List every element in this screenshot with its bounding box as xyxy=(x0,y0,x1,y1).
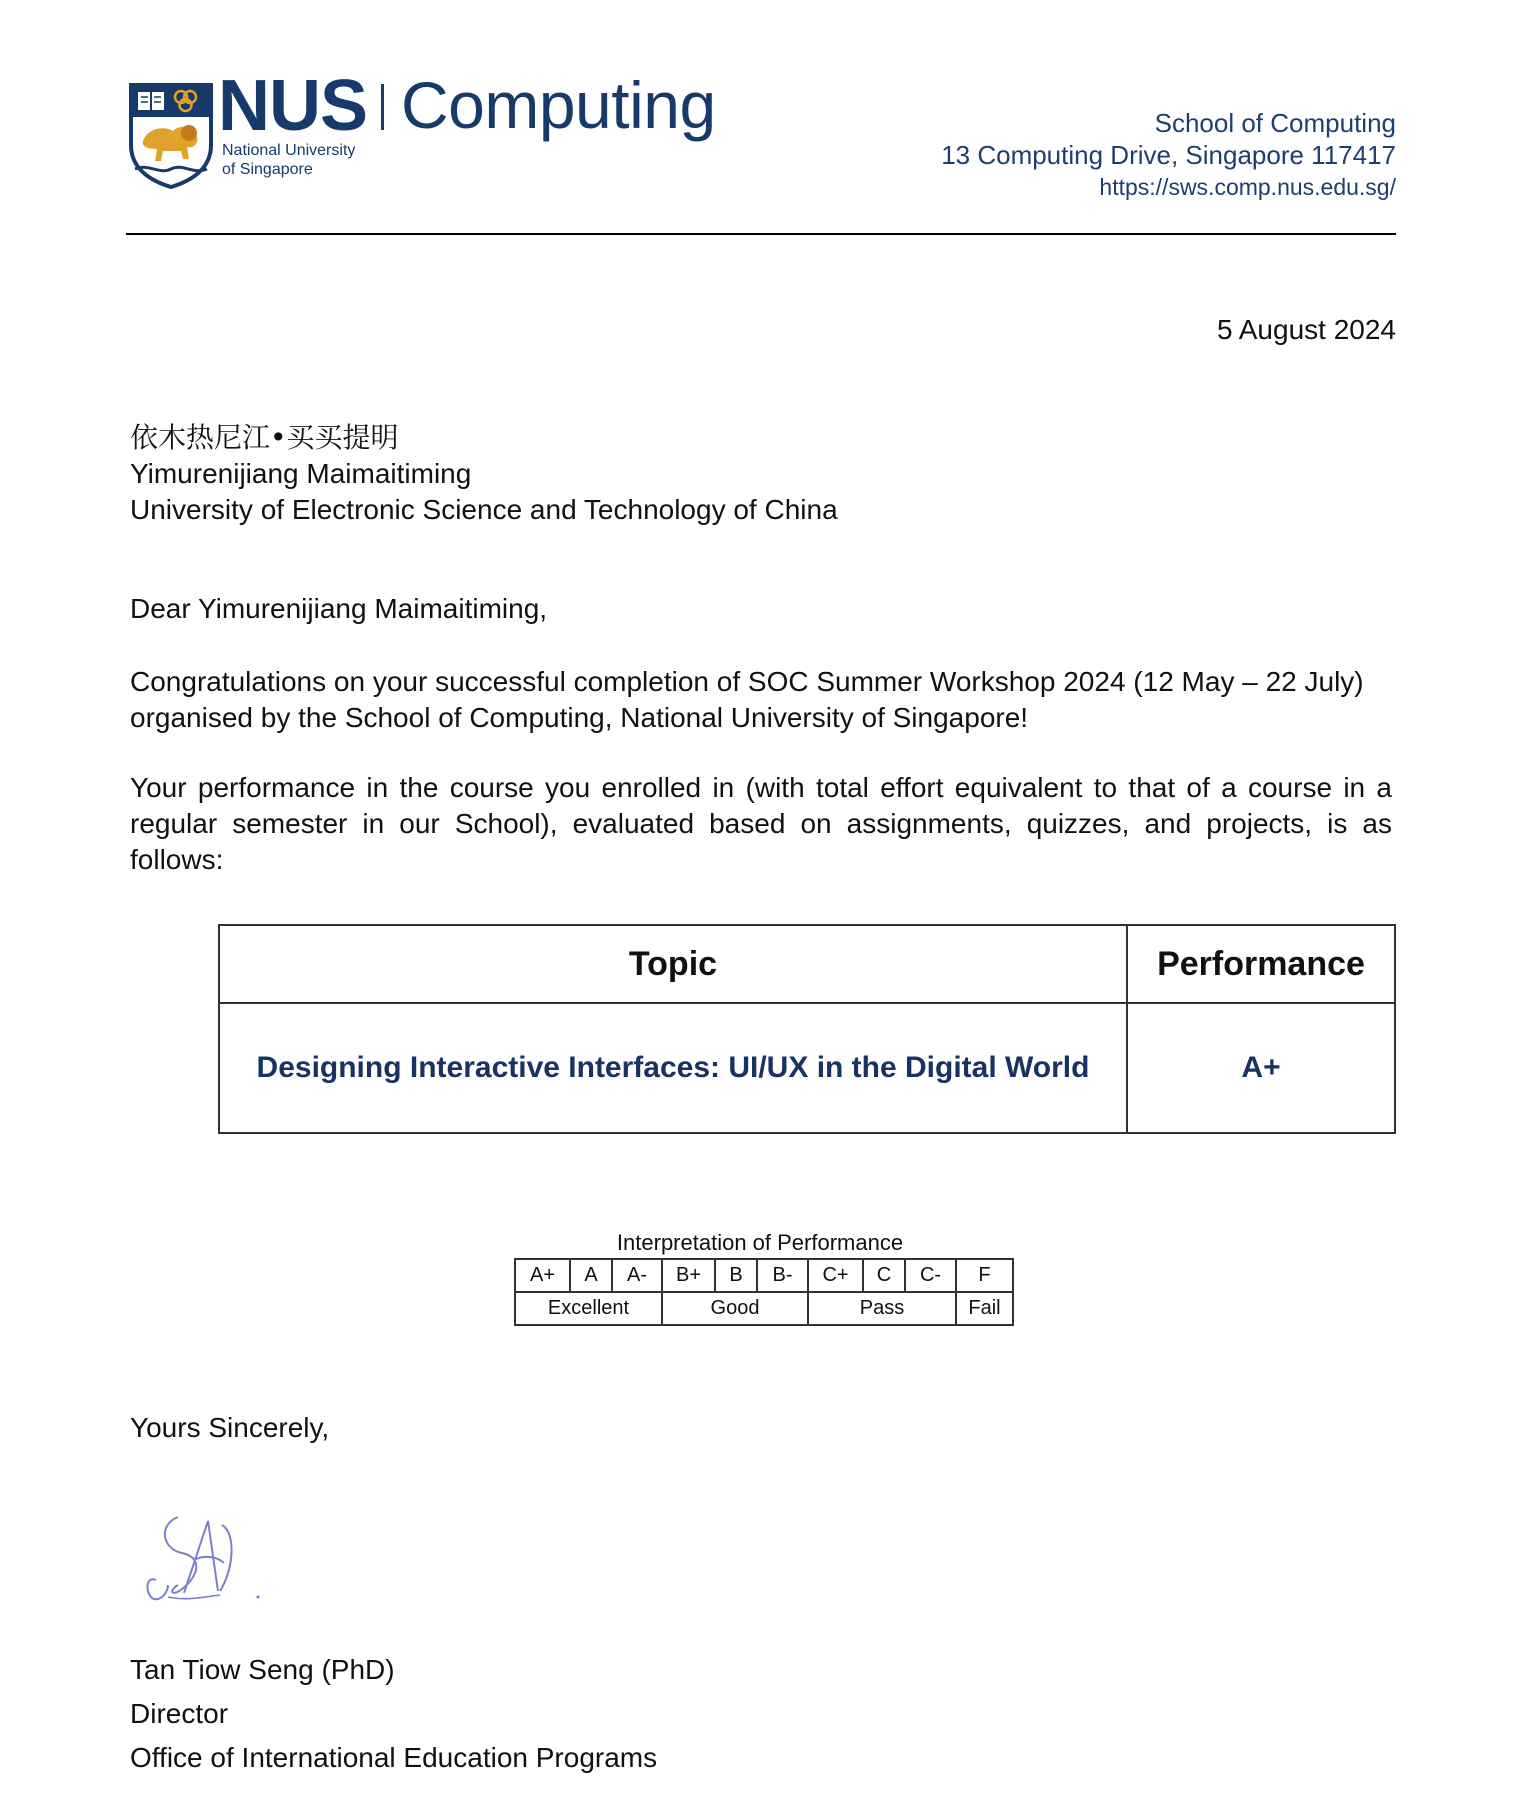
nus-logo-subtitle-line1: National University xyxy=(222,142,356,159)
address-street: 13 Computing Drive, Singapore 117417 xyxy=(941,140,1396,170)
grade-cell: B- xyxy=(757,1259,808,1292)
grade-cell: B xyxy=(715,1259,757,1292)
closing: Yours Sincerely, xyxy=(130,1412,330,1443)
grade-scale-row xyxy=(515,1259,1013,1292)
logo-divider xyxy=(381,84,384,130)
interpretation-table xyxy=(514,1258,1014,1326)
nus-logo-wordmark: NUS xyxy=(218,66,368,146)
grade-cell: B+ xyxy=(662,1259,715,1292)
performance-paragraph xyxy=(130,770,1392,878)
band-good: Good xyxy=(662,1292,808,1325)
grade-cell: C xyxy=(863,1259,905,1292)
grade-cell: A- xyxy=(612,1259,662,1292)
salutation: Dear Yimurenijiang Maimaitiming, xyxy=(130,593,548,624)
paragraph1-line2: organised by the School of Computing, National University of Singapore! xyxy=(130,702,1029,733)
recipient-name: Yimurenijiang Maimaitiming xyxy=(130,458,472,489)
paragraph1-line1: Congratulations on your successful completion of SOC Summer Workshop 2024 (12 May – 22 July) xyxy=(130,666,1364,697)
recipient-institution: University of Electronic Science and Technology of China xyxy=(130,494,838,525)
band-excellent: Excellent xyxy=(515,1292,662,1325)
signatory-name: Tan Tiow Seng (PhD) xyxy=(130,1654,395,1685)
handwritten-signature xyxy=(138,1505,268,1615)
grade-cell: A+ xyxy=(515,1259,570,1292)
nus-crest-logo xyxy=(129,83,213,189)
paragraph2-line1: Your performance in the course you enrolled in (with total effort equivalent to that of a course in a xyxy=(130,772,1392,803)
paragraph2-line2: regular semester in our School), evaluated based on assignments, quizzes, and projects, is as follows: xyxy=(130,808,1392,875)
address-url: https://sws.comp.nus.edu.sg/ xyxy=(1099,174,1396,200)
grade-cell: A xyxy=(570,1259,612,1292)
computing-wordmark: Computing xyxy=(401,68,716,142)
band-fail: Fail xyxy=(956,1292,1013,1325)
recipient-name-chinese: 依木热尼江•买买提明 xyxy=(130,421,399,454)
course-grade: A+ xyxy=(1127,1003,1395,1133)
letter-date: 5 August 2024 xyxy=(1216,314,1396,345)
signatory-office: Office of International Education Programs xyxy=(130,1742,658,1773)
interpretation-title: Interpretation of Performance xyxy=(616,1230,904,1255)
topic-header: Topic xyxy=(219,925,1127,1003)
grade-cell: C+ xyxy=(808,1259,863,1292)
school-address xyxy=(941,107,1396,203)
signatory-block xyxy=(130,1648,657,1780)
course-topic: Designing Interactive Interfaces: UI/UX in the Digital World xyxy=(219,1003,1127,1133)
signatory-title: Director xyxy=(130,1698,229,1729)
grade-cell: F xyxy=(956,1259,1013,1292)
address-school-name: School of Computing xyxy=(1154,108,1396,138)
performance-table xyxy=(218,924,1396,1134)
header-rule xyxy=(126,233,1396,235)
congratulations-paragraph xyxy=(130,664,1420,736)
nus-logo-subtitle-line2: of Singapore xyxy=(222,161,313,178)
table-row xyxy=(219,1003,1395,1133)
recipient-block xyxy=(130,420,838,528)
performance-table-header xyxy=(219,925,1395,1003)
nus-logo-subtitle xyxy=(222,141,355,179)
grade-cell: C- xyxy=(905,1259,956,1292)
performance-header: Performance xyxy=(1127,925,1395,1003)
band-pass: Pass xyxy=(808,1292,956,1325)
grade-band-row xyxy=(515,1292,1013,1325)
